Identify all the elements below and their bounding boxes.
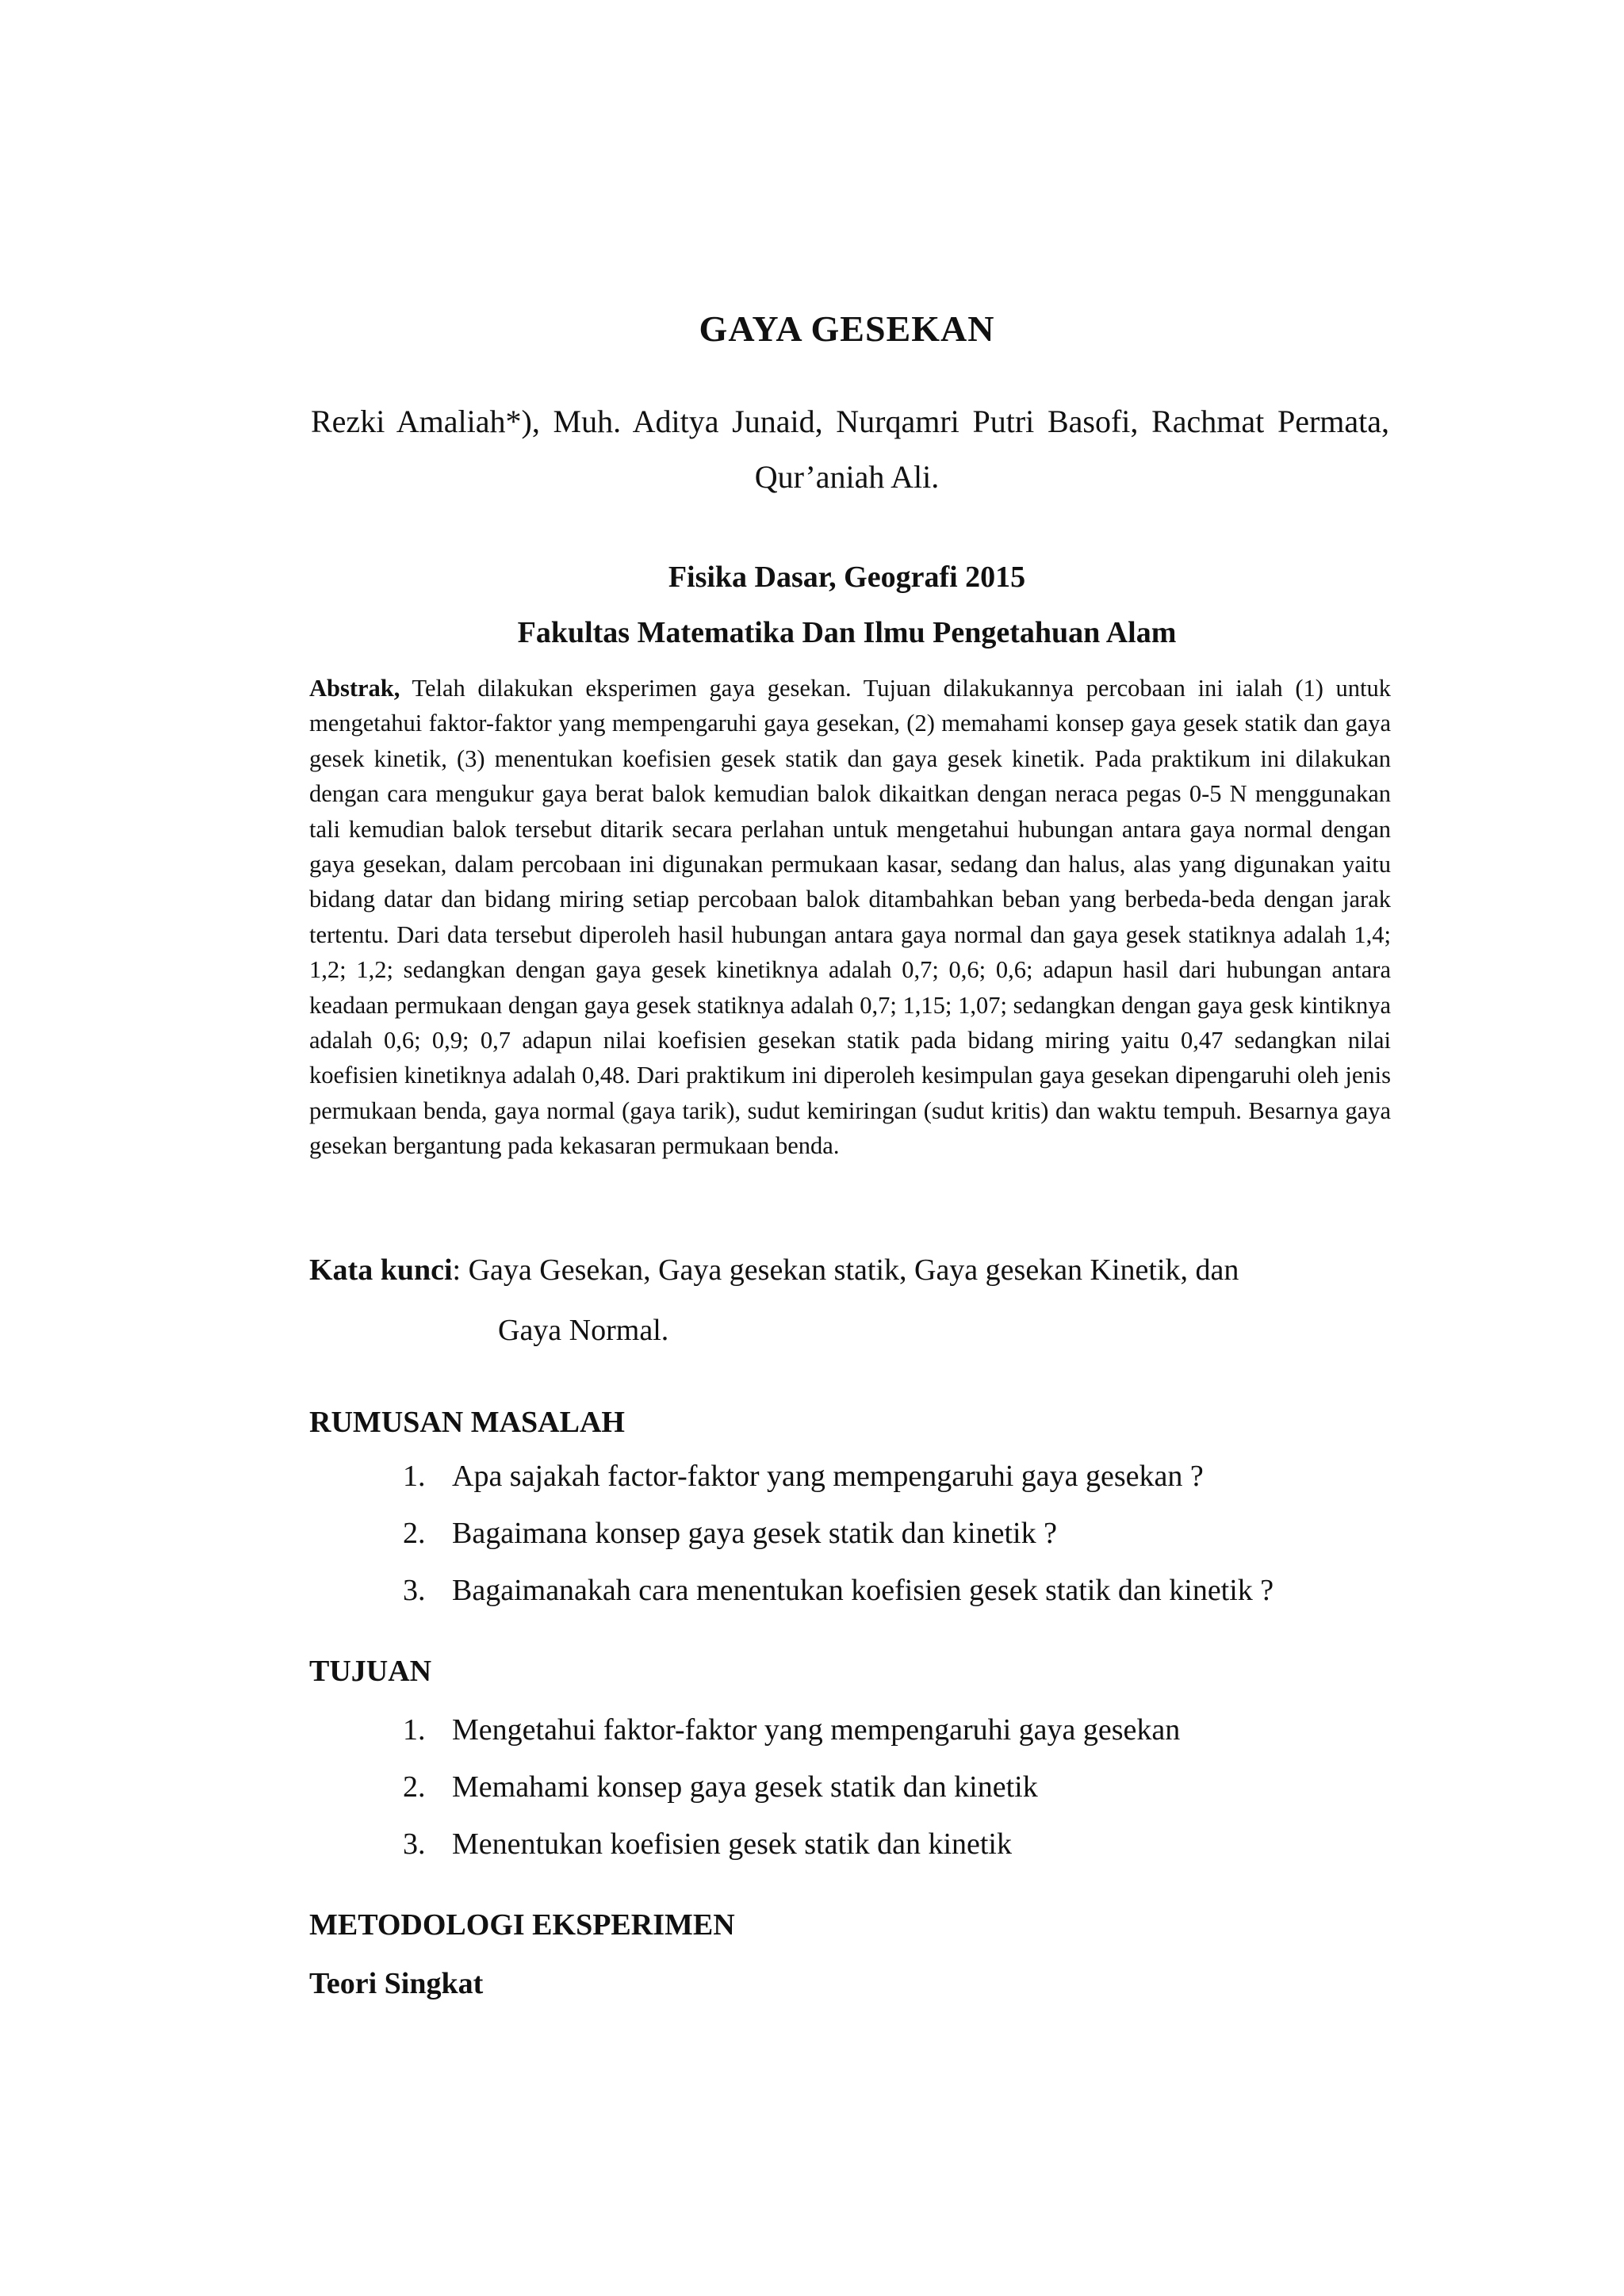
author-list: Rezki Amaliah*), Muh. Aditya Junaid, Nurqamri Putri Basofi, Rachmat Permata, (311, 404, 1389, 439)
list-number: 2. (403, 1770, 426, 1804)
abstract-label: Abstrak, (309, 675, 400, 702)
list-number: 1. (403, 1713, 426, 1747)
section-heading-metodologi: METODOLOGI EKSPERIMEN (309, 1908, 735, 1942)
list-item (403, 1758, 1180, 1816)
subheading-teori-singkat: Teori Singkat (309, 1967, 484, 2000)
list-item-text: Memahami konsep gaya gesek statik dan kinetik (452, 1770, 1038, 1804)
author-list-continued: Qur’aniah Ali. (754, 459, 940, 495)
list-item-text: Bagaimanakah cara menentukan koefisien gesek statik dan kinetik ? (452, 1574, 1274, 1607)
abstract-text: Telah dilakukan eksperimen gaya gesekan. Tujuan dilakukannya percobaan ini ialah (1) untuk mengetahui faktor-faktor yang mempengaruhi gaya gesekan, (2) memahami konsep gaya gesek statik dan gaya gesek kinetik, (3) menentukan koefisien gesek statik dan gaya gesek kinetik. Pada praktikum ini dilakukan dengan cara mengukur gaya berat balok kemudian balok dikaitkan dengan neraca pegas 0-5 N menggunakan tali kemudian balok tersebut ditarik secara perlahan untuk mengetahui hubungan antara gaya normal dengan gaya gesekan, dalam percobaan ini digunakan permukaan kasar, sedang dan halus, alas yang digunakan yaitu bidang datar dan bidang miring setiap percobaan balok ditambahkan beban yang berbeda-beda dengan jarak tertentu. Dari data tersebut diperoleh hasil hubungan antara gaya normal dan gaya gesek statiknya adalah 1,4; 1,2; 1,2; sedangkan dengan gaya gesek kinetiknya adalah 0,7; 0,6; 0,6; adapun hasil dari hubungan antara keadaan permukaan dengan gaya gesek statiknya adalah 0,7; 1,15; 1,07; sedangkan dengan gaya gesk kintiknya adalah 0,6; 0,9; 0,7 adapun nilai koefisien gesekan statik pada bidang miring yaitu 0,47 sedangkan nilai koefisien kinetiknya adalah 0,48. Dari praktikum ini diperoleh kesimpulan gaya gesekan dipengaruhi oleh jenis permukaan benda, gaya normal (gaya tarik), sudut kemiringan (sudut kritis) dan waktu tempuh. Besarnya gaya gesekan bergantung pada kekasaran permukaan benda. (309, 675, 1391, 1160)
rumusan-masalah-list (403, 1448, 1274, 1619)
keywords-paragraph (309, 1240, 1391, 1360)
keywords-text: : Gaya Gesekan, Gaya gesekan statik, Gaya gesekan Kinetik, dan (452, 1253, 1239, 1287)
list-item (403, 1701, 1180, 1758)
list-item-text: Menentukan koefisien gesek statik dan kinetik (452, 1827, 1012, 1861)
keywords-continuation: Gaya Normal. (498, 1314, 669, 1347)
list-item (403, 1505, 1274, 1562)
list-number: 3. (403, 1827, 426, 1861)
list-item (403, 1816, 1180, 1873)
course-affiliation: Fisika Dasar, Geografi 2015 (668, 561, 1026, 594)
list-number: 1. (403, 1460, 426, 1493)
list-item-text: Apa sajakah factor-faktor yang mempengaruhi gaya gesekan ? (452, 1460, 1204, 1493)
section-heading-tujuan: TUJUAN (309, 1655, 432, 1688)
list-item-text: Mengetahui faktor-faktor yang mempengaruhi gaya gesekan (452, 1713, 1181, 1747)
list-number: 2. (403, 1517, 426, 1550)
list-item (403, 1448, 1274, 1505)
section-heading-rumusan-masalah: RUMUSAN MASALAH (309, 1406, 625, 1439)
list-item (403, 1562, 1274, 1619)
tujuan-list (403, 1701, 1180, 1873)
list-number: 3. (403, 1574, 426, 1607)
faculty-affiliation: Fakultas Matematika Dan Ilmu Pengetahuan Alam (517, 616, 1177, 649)
paper-title: GAYA GESEKAN (699, 308, 995, 349)
list-item-text: Bagaimana konsep gaya gesek statik dan kinetik ? (452, 1517, 1057, 1550)
keywords-label: Kata kunci (309, 1253, 453, 1287)
abstract-paragraph (309, 671, 1391, 1164)
